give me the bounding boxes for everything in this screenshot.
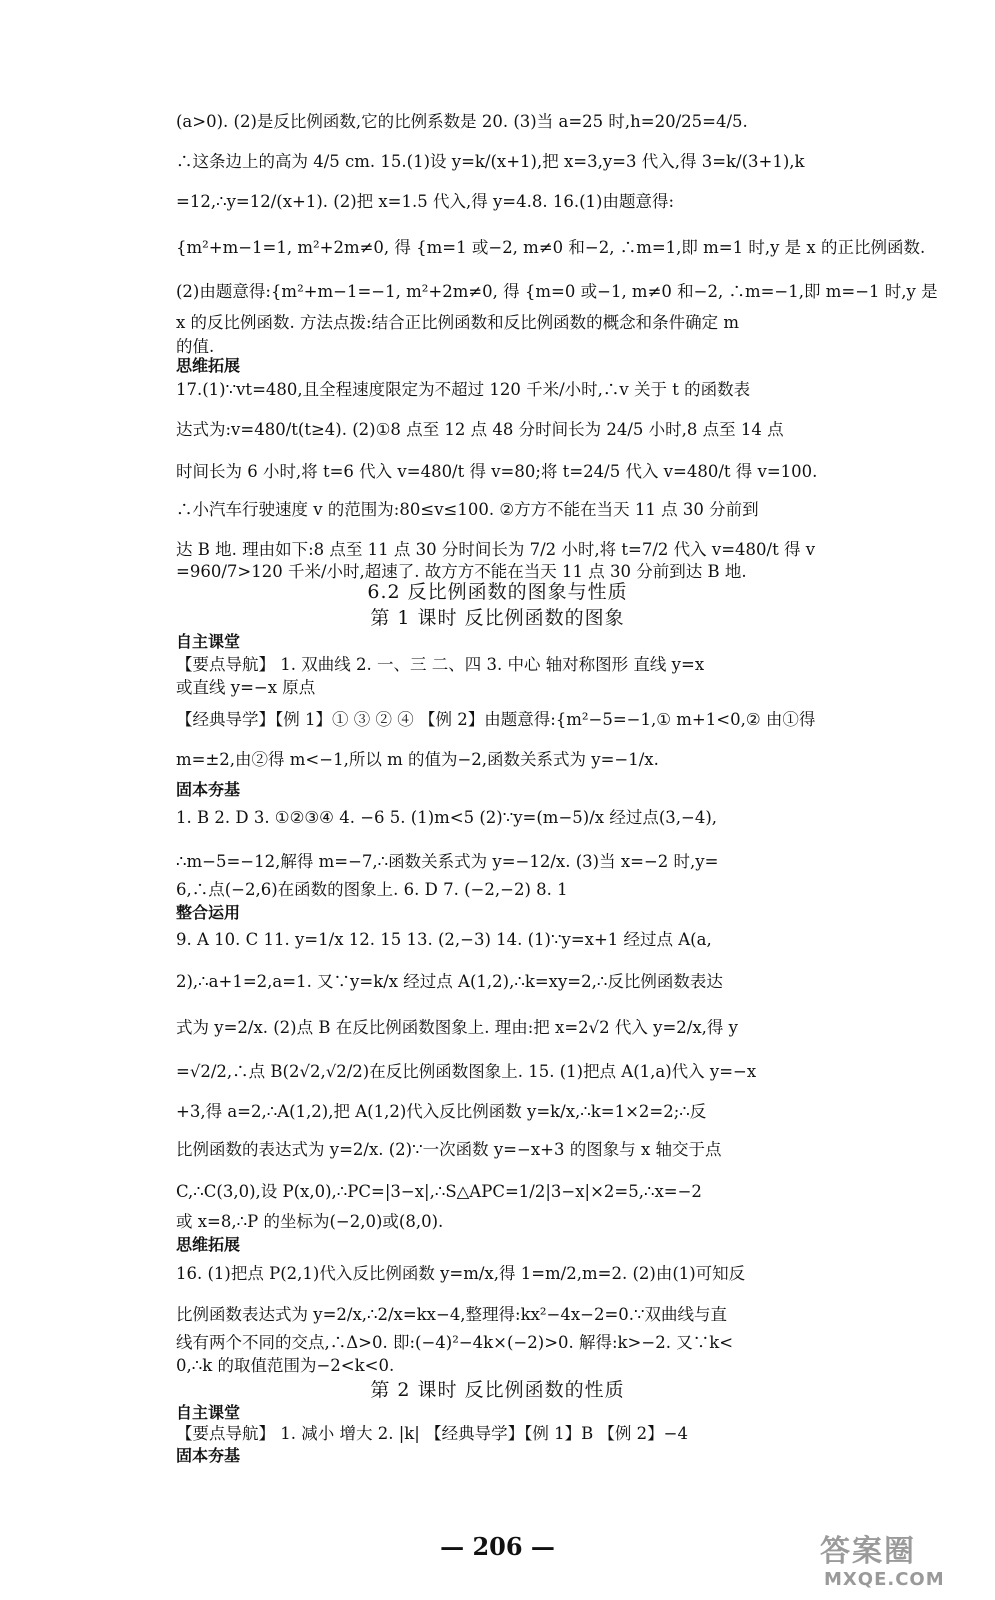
watermark-logo	[820, 1535, 980, 1595]
text-line: 1. B 2. D 3. ①②③④ 4. −6 5. (1)m<5 (2)∵y=(m−5)/x 经过点(3,−4),	[176, 808, 718, 827]
text-line: =12,∴y=12/(x+1). (2)把 x=1.5 代入,得 y=4.8. 16.(1)由题意得:	[176, 192, 675, 211]
section-title: 6.2 反比例函数的图象与性质	[367, 581, 628, 603]
text-line: {m²+m−1=1, m²+2m≠0, 得 {m=1 或−2, m≠0 和−2, ∴m=1,即 m=1 时,y 是 x 的正比例函数.	[176, 238, 926, 257]
text-line: 【要点导航】 1. 减小 增大 2. |k| 【经典导学】【例 1】B 【例 2】−4	[176, 1424, 688, 1443]
text-line: 9. A 10. C 11. y=1/x 12. 15 13. (2,−3) 14. (1)∵y=x+1 经过点 A(a,	[176, 930, 712, 949]
watermark-url: MXQE.COM	[824, 1569, 945, 1590]
text-line: 或 x=8,∴P 的坐标为(−2,0)或(8,0).	[176, 1212, 444, 1231]
text-line: =960/7>120 千米/小时,超速了. 故方方不能在当天 11 点 30 分前到达 B 地.	[176, 562, 747, 581]
text-line: 【要点导航】 1. 双曲线 2. 一、三 二、四 3. 中心 轴对称图形 直线 y=x	[176, 655, 705, 674]
text-line: 时间长为 6 小时,将 t=6 代入 v=480/t 得 v=80;将 t=24/5 代入 v=480/t 得 v=100.	[176, 462, 818, 481]
text-line: x 的反比例函数. 方法点拨:结合正比例函数和反比例函数的概念和条件确定 m	[176, 313, 739, 332]
section-heading: 自主课堂	[176, 1403, 241, 1422]
section-heading: 整合运用	[176, 903, 241, 922]
text-line: 达式为:v=480/t(t≥4). (2)①8 点至 12 点 48 分时间长为 24/5 小时,8 点至 14 点	[176, 420, 784, 439]
text-line: 的值.	[176, 337, 215, 356]
text-line: C,∴C(3,0),设 P(x,0),∴PC=|3−x|,∴S△APC=1/2|3−x|×2=5,∴x=−2	[176, 1182, 702, 1201]
section-heading: 固本夯基	[176, 780, 241, 799]
text-line: =√2/2,∴点 B(2√2,√2/2)在反比例函数图象上. 15. (1)把点 A(1,a)代入 y=−x	[176, 1062, 757, 1081]
text-line: ∴这条边上的高为 4/5 cm. 15.(1)设 y=k/(x+1),把 x=3,y=3 代入,得 3=k/(3+1),k	[176, 152, 805, 171]
text-line: (2)由题意得:{m²+m−1=−1, m²+2m≠0, 得 {m=0 或−1, m≠0 和−2, ∴m=−1,即 m=−1 时,y 是	[176, 282, 938, 301]
text-line: +3,得 a=2,∴A(1,2),把 A(1,2)代入反比例函数 y=k/x,∴k=1×2=2;∴反	[176, 1102, 707, 1121]
text-line: 式为 y=2/x. (2)点 B 在反比例函数图象上. 理由:把 x=2√2 代入 y=2/x,得 y	[176, 1018, 738, 1037]
text-line: (a>0). (2)是反比例函数,它的比例系数是 20. (3)当 a=25 时,h=20/25=4/5.	[176, 112, 748, 131]
text-line: m=±2,由②得 m<−1,所以 m 的值为−2,函数关系式为 y=−1/x.	[176, 750, 659, 769]
text-line: 或直线 y=−x 原点	[176, 678, 316, 697]
page-number: — 206 —	[440, 1532, 555, 1561]
section-heading: 固本夯基	[176, 1446, 241, 1465]
text-line: 【经典导学】【例 1】① ③ ② ④ 【例 2】由题意得:{m²−5=−1,① m+1<0,② 由①得	[176, 710, 816, 729]
text-line: ∴m−5=−12,解得 m=−7,∴函数关系式为 y=−12/x. (3)当 x=−2 时,y=	[176, 852, 719, 871]
lesson-title: 第 2 课时 反比例函数的性质	[370, 1379, 625, 1401]
section-heading: 思维拓展	[176, 356, 241, 375]
lesson-title: 第 1 课时 反比例函数的图象	[370, 607, 625, 629]
text-line: 17.(1)∵vt=480,且全程速度限定为不超过 120 千米/小时,∴v 关于 t 的函数表	[176, 380, 751, 399]
text-line: 16. (1)把点 P(2,1)代入反比例函数 y=m/x,得 1=m/2,m=2. (2)由(1)可知反	[176, 1264, 746, 1283]
text-line: 0,∴k 的取值范围为−2<k<0.	[176, 1356, 395, 1375]
section-heading: 自主课堂	[176, 632, 241, 651]
text-line: 达 B 地. 理由如下:8 点至 11 点 30 分时间长为 7/2 小时,将 t=7/2 代入 v=480/t 得 v	[176, 540, 816, 559]
watermark-text: 答案圈	[820, 1534, 916, 1569]
text-line: 线有两个不同的交点,∴Δ>0. 即:(−4)²−4k×(−2)>0. 解得:k>−2. 又∵k<	[176, 1333, 734, 1352]
section-heading: 思维拓展	[176, 1235, 241, 1254]
text-line: 6,∴点(−2,6)在函数的图象上. 6. D 7. (−2,−2) 8. 1	[176, 880, 568, 899]
text-line: ∴小汽车行驶速度 v 的范围为:80≤v≤100. ②方方不能在当天 11 点 30 分前到	[176, 500, 759, 519]
text-line: 2),∴a+1=2,a=1. 又∵y=k/x 经过点 A(1,2),∴k=xy=2,∴反比例函数表达	[176, 972, 723, 991]
text-line: 比例函数的表达式为 y=2/x. (2)∵一次函数 y=−x+3 的图象与 x 轴交于点	[176, 1140, 722, 1159]
text-line: 比例函数表达式为 y=2/x,∴2/x=kx−4,整理得:kx²−4x−2=0.∵双曲线与直	[176, 1305, 728, 1324]
